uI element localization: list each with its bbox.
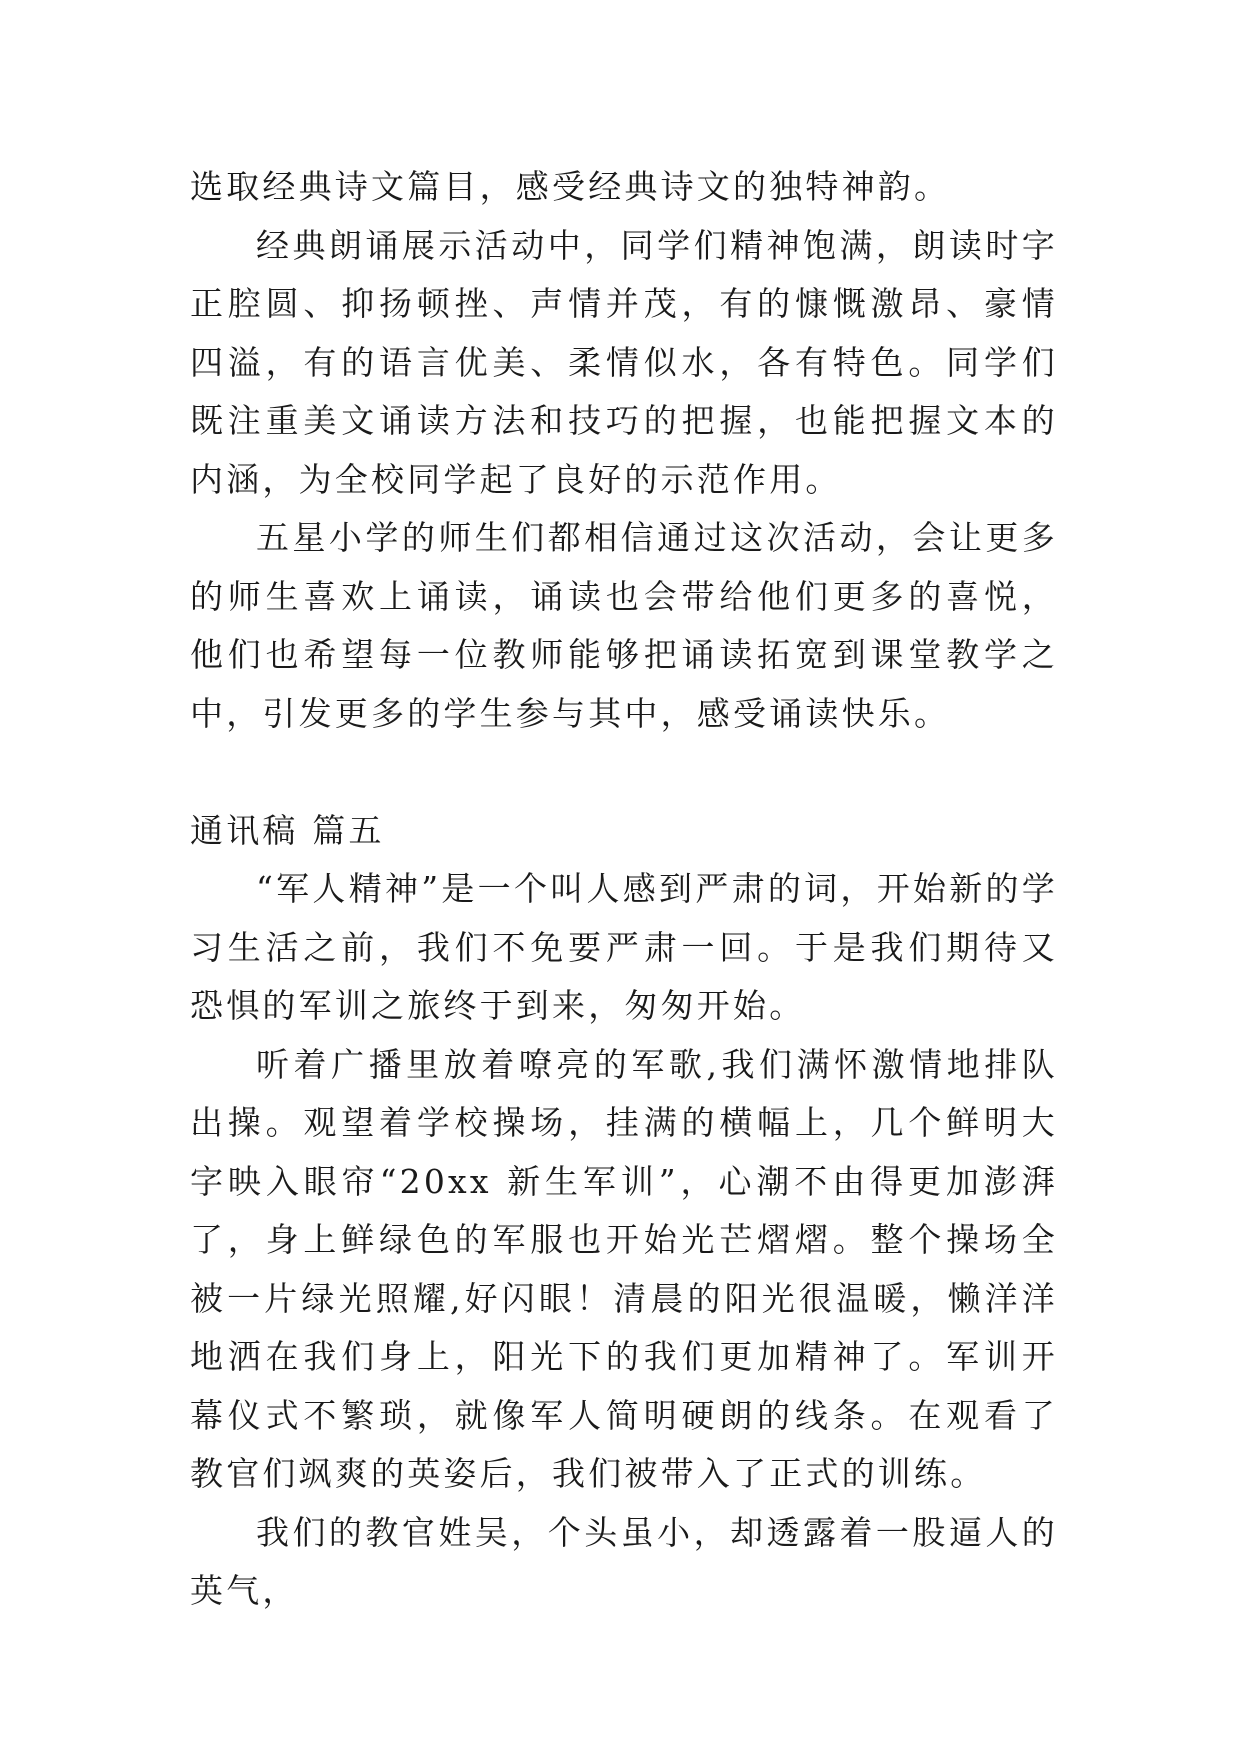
paragraph-6: 我们的教官姓吴，个头虽小，却透露着一股逼人的英气， [190,1512,1058,1610]
paragraph-3: 五星小学的师生们都相信通过这次活动，会让更多的师生喜欢上诵读，诵读也会带给他们更多的喜悦，他们也希望每一位教师能够把诵读拓宽到课堂教学之中，引发更多的学生参与其中，感受诵读快乐。 [190,518,1058,733]
paragraph-4: “军人精神”是一个叫人感到严肃的词，开始新的学习生活之前，我们不免要严肃一回。于是我们期待又恐惧的军训之旅终于到来，匆匆开始。 [190,869,1058,1025]
paragraph-2: 经典朗诵展示活动中，同学们精神饱满，朗读时字正腔圆、抑扬顿挫、声情并茂，有的慷慨激昂、豪情四溢，有的语言优美、柔情似水，各有特色。同学们既注重美文诵读方法和技巧的把握，也能把握文本的内涵，为全校同学起了良好的示范作用。 [190,225,1058,499]
section-heading: 通讯稿 篇五 [190,810,385,850]
document-body [190,158,1058,1621]
paragraph-1: 选取经典诗文篇目，感受经典诗文的独特神韵。 [190,167,951,206]
paragraph-5: 听着广播里放着嘹亮的军歌,我们满怀激情地排队出操。观望着学校操场，挂满的横幅上，几个鲜明大字映入眼帘“20xx 新生军训”，心潮不由得更加澎湃了，身上鲜绿色的军服也开始光芒熠熠。整个操场全被一片绿光照耀,好闪眼！清晨的阳光很温暖，懒洋洋地洒在我们身上，阳光下的我们更加精神了。军训开幕仪式不繁琐，就像军人简明硬朗的线条。在观看了教官们飒爽的英姿后，我们被带入了正式的训练。 [190,1044,1058,1493]
